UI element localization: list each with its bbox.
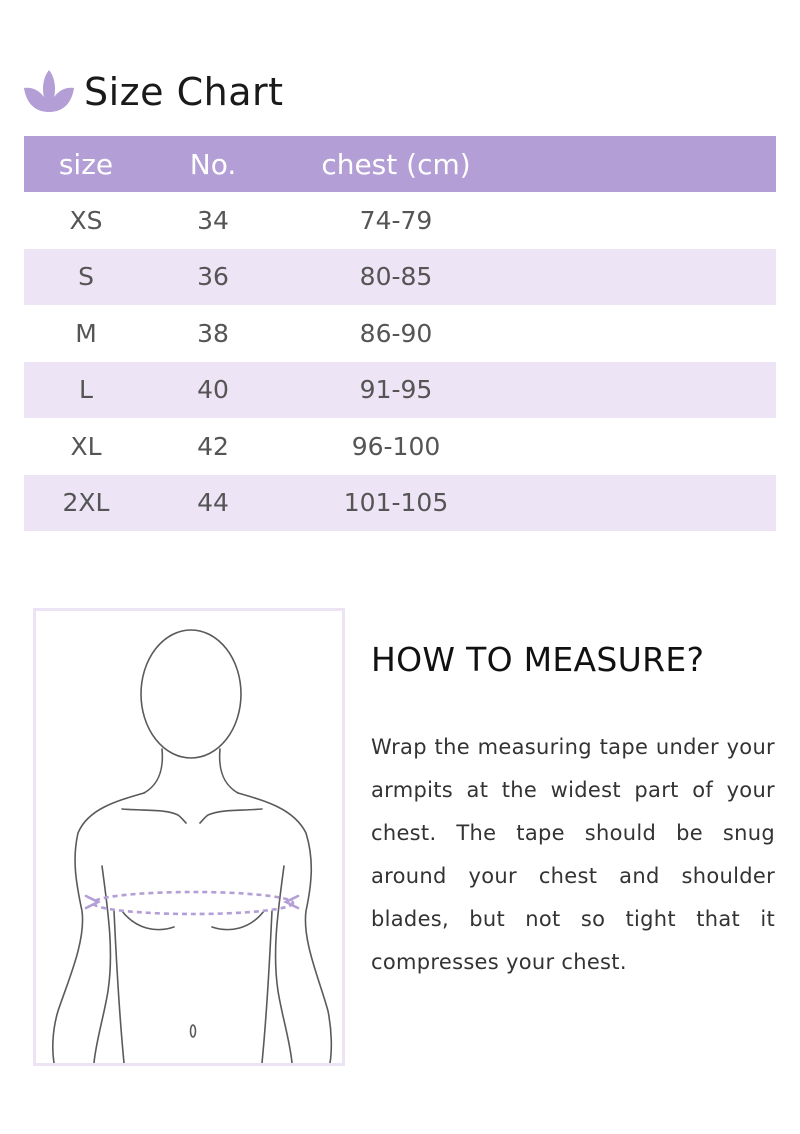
- lotus-icon: [22, 68, 76, 116]
- cell-spacer: [514, 192, 776, 249]
- table-row: [24, 475, 776, 532]
- size-table: [24, 136, 776, 531]
- cell-spacer: [514, 362, 776, 419]
- column-header-size: size: [24, 136, 148, 192]
- cell-chest: 91-95: [278, 362, 514, 419]
- cell-chest: 74-79: [359, 205, 433, 235]
- cell-spacer: [514, 475, 776, 532]
- table-row: [24, 192, 776, 249]
- cell-number: 42: [197, 431, 229, 461]
- column-header-spacer: [514, 136, 776, 192]
- table-row: [24, 249, 776, 306]
- cell-number: 38: [197, 318, 229, 348]
- table-row: [24, 362, 776, 419]
- how-to-measure-text: Wrap the measuring tape under your armpits at the widest part of your chest. The tape should be snug around your chest and shoulder blades, but not so tight that it compresses your chest.: [371, 735, 775, 974]
- cell-size: 2XL: [24, 475, 148, 532]
- table-row: [24, 305, 776, 362]
- cell-chest: 80-85: [278, 249, 514, 306]
- cell-number: 36: [148, 249, 278, 306]
- cell-number: 40: [148, 362, 278, 419]
- cell-size: S: [24, 249, 148, 306]
- cell-size: L: [24, 362, 148, 419]
- page-title: Size Chart: [84, 70, 284, 114]
- cell-spacer: [514, 305, 776, 362]
- cell-spacer: [514, 418, 776, 475]
- cell-size: XS: [69, 205, 103, 235]
- cell-size: XL: [70, 431, 102, 461]
- how-to-measure-heading: HOW TO MEASURE?: [371, 640, 705, 679]
- cell-chest: 96-100: [351, 431, 441, 461]
- torso-measure-icon: [36, 611, 342, 1063]
- cell-size: M: [75, 318, 97, 348]
- cell-chest: 101-105: [278, 475, 514, 532]
- column-header-number: No.: [148, 136, 278, 192]
- table-header-row: [24, 136, 776, 192]
- cell-chest: 86-90: [359, 318, 433, 348]
- table-row: [24, 418, 776, 475]
- column-header-chest: chest (cm): [278, 136, 514, 192]
- measure-illustration: [33, 608, 345, 1066]
- cell-number: 44: [148, 475, 278, 532]
- page-header: [22, 62, 284, 122]
- cell-spacer: [514, 249, 776, 306]
- cell-number: 34: [197, 205, 229, 235]
